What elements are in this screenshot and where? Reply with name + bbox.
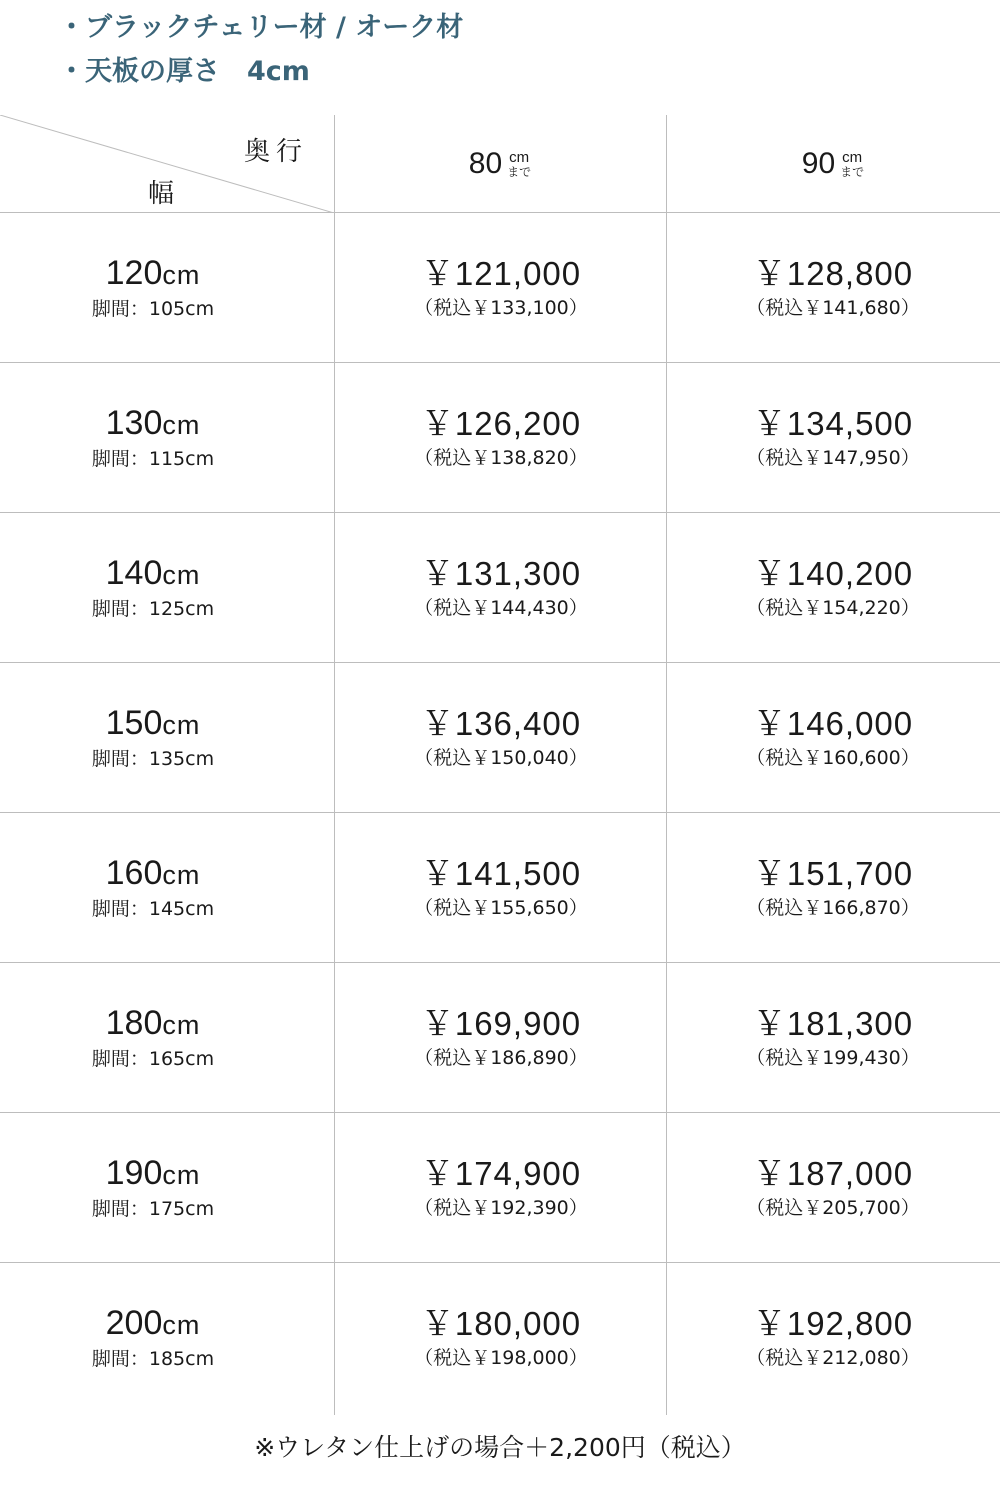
price: ￥146,000	[752, 705, 914, 742]
width-unit: cm	[162, 710, 201, 740]
price-cell	[667, 1113, 999, 1263]
width-value: 180	[105, 1004, 163, 1042]
table-row	[0, 1113, 1000, 1263]
price-with-tax: （税込￥186,890）	[414, 1047, 588, 1069]
width-value: 150	[105, 704, 163, 742]
price-cell	[335, 963, 667, 1113]
leg-span: 脚間：175cm	[91, 1198, 215, 1220]
spec-list	[58, 6, 463, 94]
price-cell	[335, 663, 667, 813]
leg-span: 脚間：145cm	[91, 898, 215, 920]
price-cell	[335, 213, 667, 363]
width-cell	[0, 963, 306, 1113]
price: ￥169,900	[420, 1005, 582, 1042]
width-cell	[0, 663, 306, 813]
price: ￥131,300	[420, 555, 582, 592]
table-row	[0, 1263, 1000, 1413]
width-unit: cm	[162, 1310, 201, 1340]
price: ￥141,500	[420, 855, 582, 892]
price: ￥134,500	[752, 405, 914, 442]
depth-header-80	[334, 115, 666, 213]
price-with-tax: （税込￥192,390）	[414, 1197, 588, 1219]
table-row	[0, 363, 1000, 513]
price-cell	[335, 513, 667, 663]
width-axis-label: 幅	[148, 179, 175, 209]
depth-unit: cm まで	[840, 149, 865, 179]
width-value: 140	[105, 554, 163, 592]
width-value: 120	[105, 254, 163, 292]
leg-span: 脚間：165cm	[91, 1048, 215, 1070]
price-cell	[667, 513, 999, 663]
price: ￥181,300	[752, 1005, 914, 1042]
table-row	[0, 813, 1000, 963]
price-with-tax: （税込￥138,820）	[414, 447, 588, 469]
width-cell	[0, 513, 306, 663]
price-with-tax: （税込￥141,680）	[746, 297, 920, 319]
price-table	[0, 115, 1000, 1413]
price: ￥174,900	[420, 1155, 582, 1192]
corner-header-cell	[0, 115, 334, 213]
price: ￥136,400	[420, 705, 582, 742]
price: ￥180,000	[420, 1305, 582, 1342]
price-cell	[335, 1263, 667, 1413]
depth-unit: cm まで	[507, 149, 532, 179]
price: ￥187,000	[752, 1155, 914, 1192]
price: ￥128,800	[752, 255, 914, 292]
width-unit: cm	[162, 410, 201, 440]
price: ￥121,000	[420, 255, 582, 292]
width-value: 130	[105, 404, 163, 442]
leg-span: 脚間：125cm	[91, 598, 215, 620]
width-value: 190	[105, 1154, 163, 1192]
depth-header-90	[667, 115, 999, 213]
price: ￥140,200	[752, 555, 914, 592]
price-cell	[335, 363, 667, 513]
price: ￥151,700	[752, 855, 914, 892]
width-unit: cm	[162, 860, 201, 890]
price-cell	[667, 363, 999, 513]
price-cell	[667, 213, 999, 363]
width-unit: cm	[162, 1160, 201, 1190]
price-cell	[667, 963, 999, 1113]
price: ￥192,800	[752, 1305, 914, 1342]
price: ￥126,200	[420, 405, 582, 442]
width-unit: cm	[162, 260, 201, 290]
width-cell	[0, 363, 306, 513]
price-with-tax: （税込￥150,040）	[414, 747, 588, 769]
price-with-tax: （税込￥155,650）	[414, 897, 588, 919]
table-header-row	[0, 115, 1000, 213]
width-cell	[0, 813, 306, 963]
price-with-tax: （税込￥166,870）	[746, 897, 920, 919]
depth-value: 90	[801, 147, 836, 180]
price-cell	[667, 1263, 999, 1413]
price-cell	[335, 1113, 667, 1263]
price-with-tax: （税込￥212,080）	[746, 1347, 920, 1369]
spec-material: ・ブラックチェリー材 / オーク材	[58, 12, 464, 43]
table-row	[0, 963, 1000, 1113]
price-with-tax: （税込￥144,430）	[414, 597, 588, 619]
table-row	[0, 513, 1000, 663]
leg-span: 脚間：185cm	[91, 1348, 215, 1370]
urethane-finish-note: ※ウレタン仕上げの場合＋2,200円（税込）	[254, 1433, 746, 1462]
width-value: 160	[105, 854, 163, 892]
width-unit: cm	[162, 560, 201, 590]
depth-value: 80	[468, 147, 503, 180]
price-cell	[667, 813, 999, 963]
width-cell	[0, 1263, 306, 1413]
price-with-tax: （税込￥160,600）	[746, 747, 920, 769]
depth-axis-label: 奥行	[244, 137, 309, 167]
price-with-tax: （税込￥147,950）	[746, 447, 920, 469]
width-value: 200	[105, 1304, 163, 1342]
width-unit: cm	[162, 1010, 201, 1040]
width-cell	[0, 213, 306, 363]
leg-span: 脚間：115cm	[91, 448, 215, 470]
price-cell	[667, 663, 999, 813]
price-with-tax: （税込￥154,220）	[746, 597, 920, 619]
price-with-tax: （税込￥198,000）	[414, 1347, 588, 1369]
leg-span: 脚間：105cm	[91, 298, 215, 320]
leg-span: 脚間：135cm	[91, 748, 215, 770]
table-row	[0, 213, 1000, 363]
spec-thickness: ・天板の厚さ 4cm	[58, 56, 310, 87]
price-with-tax: （税込￥205,700）	[746, 1197, 920, 1219]
table-row	[0, 663, 1000, 813]
price-with-tax: （税込￥133,100）	[414, 297, 588, 319]
price-with-tax: （税込￥199,430）	[746, 1047, 920, 1069]
price-cell	[335, 813, 667, 963]
width-cell	[0, 1113, 306, 1263]
